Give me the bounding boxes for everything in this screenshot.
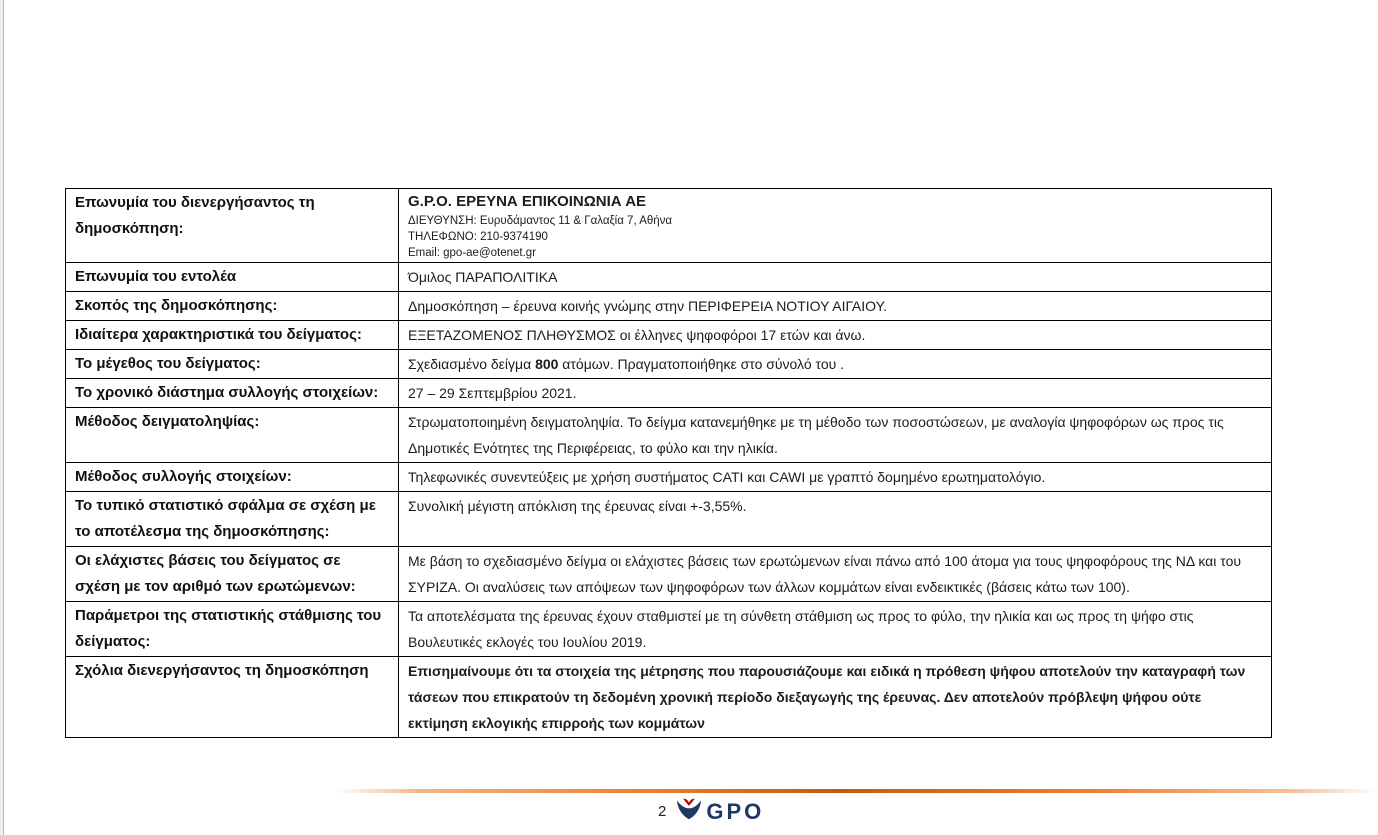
company-address: ΔΙΕΥΘΥΝΣΗ: Ευρυδάμαντος 11 & Γαλαξία 7, Αθήνα: [408, 215, 673, 227]
table-row: [66, 379, 1272, 408]
gpo-logo-text: GPO: [706, 798, 765, 824]
footer-brand: [658, 796, 764, 827]
viewer-page-edge: [0, 0, 4, 835]
table-row: [66, 350, 1272, 379]
row-label: Ιδιαίτερα χαρακτηριστικά του δείγματος:: [66, 321, 399, 350]
row-value: Τα αποτελέσματα της έρευνας έχουν σταθμιστεί με τη σύνθετη στάθμιση ως προς το φύλο, την ηλικία και ως προς τη ψήφο στις Βουλευτικές εκλογές του Ιουλίου 2019.: [399, 602, 1272, 657]
sample-size-prefix: Σχεδιασμένο δείγμα: [408, 356, 536, 372]
row-label: Επωνυμία του εντολέα: [66, 263, 399, 292]
row-value: Στρωματοποιημένη δειγματοληψία. Το δείγμα κατανεμήθηκε με τη μέθοδο των ποσοστώσεων, με αναλογία ψηφοφόρων ως προς τις Δημοτικές Ενότητες της Περιφέρειας, το φύλο και την ηλικία.: [399, 408, 1272, 463]
table-row: [66, 657, 1272, 738]
table-row: [66, 492, 1272, 547]
row-label: Μέθοδος συλλογής στοιχείων:: [66, 463, 399, 492]
row-value: 27 – 29 Σεπτεμβρίου 2021.: [399, 379, 1272, 408]
survey-methodology-table: [65, 188, 1272, 738]
row-value: [399, 350, 1272, 379]
sample-size-number: 800: [535, 356, 559, 372]
row-value: Με βάση το σχεδιασμένο δείγμα οι ελάχιστες βάσεις των ερωτώμενων είναι πάνω από 100 άτομα για τους ψηφοφόρους της ΝΔ και του ΣΥΡΙΖΑ. Οι αναλύσεις των απόψεων των ψηφοφόρων των άλλων κομμάτων είναι ενδεικτικές (βάσεις κάτω των 100).: [399, 547, 1272, 602]
table-row: [66, 321, 1272, 350]
row-value: Τηλεφωνικές συνεντεύξεις με χρήση συστήματος CATI και CAWI με γραπτό δομημένο ερωτηματολόγιο.: [399, 463, 1272, 492]
row-label: Σχόλια διενεργήσαντος τη δημοσκόπηση: [66, 657, 399, 738]
row-label: Το μέγεθος του δείγματος:: [66, 350, 399, 379]
table-row: [66, 602, 1272, 657]
methodology-table-body: [66, 189, 1272, 738]
row-label: Οι ελάχιστες βάσεις του δείγματος σε σχέση με τον αριθμό των ερωτώμενων:: [66, 547, 399, 602]
company-email: Email: gpo-ae@otenet.gr: [408, 247, 537, 259]
table-row: [66, 547, 1272, 602]
table-row: [66, 463, 1272, 492]
gpo-logo-icon: [676, 796, 702, 827]
sample-size-suffix: ατόμων. Πραγματοποιήθηκε στο σύνολό του .: [558, 356, 845, 372]
row-label: Το χρονικό διάστημα συλλογής στοιχείων:: [66, 379, 399, 408]
row-label: Το τυπικό στατιστικό σφάλμα σε σχέση με το αποτέλεσμα της δημοσκόπησης:: [66, 492, 399, 547]
row-value: [399, 189, 1272, 263]
row-value-comments: Επισημαίνουμε ότι τα στοιχεία της μέτρησης που παρουσιάζουμε και ειδικά η πρόθεση ψήφου αποτελούν την καταγραφή των τάσεων που επικρατούν τη δεδομένη χρονική περίοδο διεξαγωγής της έρευνας. Δεν αποτελούν πρόβλεψη ψήφου ούτε εκτίμηση εκλογικής επιρροής των κομμάτων: [399, 657, 1272, 738]
table-row: [66, 263, 1272, 292]
row-label: Επωνυμία του διενεργήσαντος τη δημοσκόπηση:: [66, 189, 399, 263]
table-row: [66, 408, 1272, 463]
footer-divider-rule: [337, 789, 1378, 793]
row-value: Συνολική μέγιστη απόκλιση της έρευνας είναι +-3,55%.: [399, 492, 1272, 547]
row-value: Όμιλος ΠΑΡΑΠΟΛΙΤΙΚΑ: [399, 263, 1272, 292]
gpo-logo: [676, 796, 764, 827]
company-phone: ΤΗΛΕΦΩΝΟ: 210-9374190: [408, 231, 548, 243]
table-row: [66, 189, 1272, 263]
page-number: 2: [658, 803, 667, 820]
company-name: G.P.O. ΕΡΕΥΝΑ ΕΠΙΚΟΙΝΩΝΙΑ ΑΕ: [408, 193, 647, 210]
table-row: [66, 292, 1272, 321]
row-value: ΕΞΕΤΑΖΟΜΕΝΟΣ ΠΛΗΘΥΣΜΟΣ οι έλληνες ψηφοφόροι 17 ετών και άνω.: [399, 321, 1272, 350]
row-label: Παράμετροι της στατιστικής στάθμισης του δείγματος:: [66, 602, 399, 657]
row-label: Σκοπός της δημοσκόπησης:: [66, 292, 399, 321]
row-value: Δημοσκόπηση – έρευνα κοινής γνώμης στην ΠΕΡΙΦΕΡΕΙΑ ΝΟΤΙΟΥ ΑΙΓΑΙΟΥ.: [399, 292, 1272, 321]
row-label: Μέθοδος δειγματοληψίας:: [66, 408, 399, 463]
